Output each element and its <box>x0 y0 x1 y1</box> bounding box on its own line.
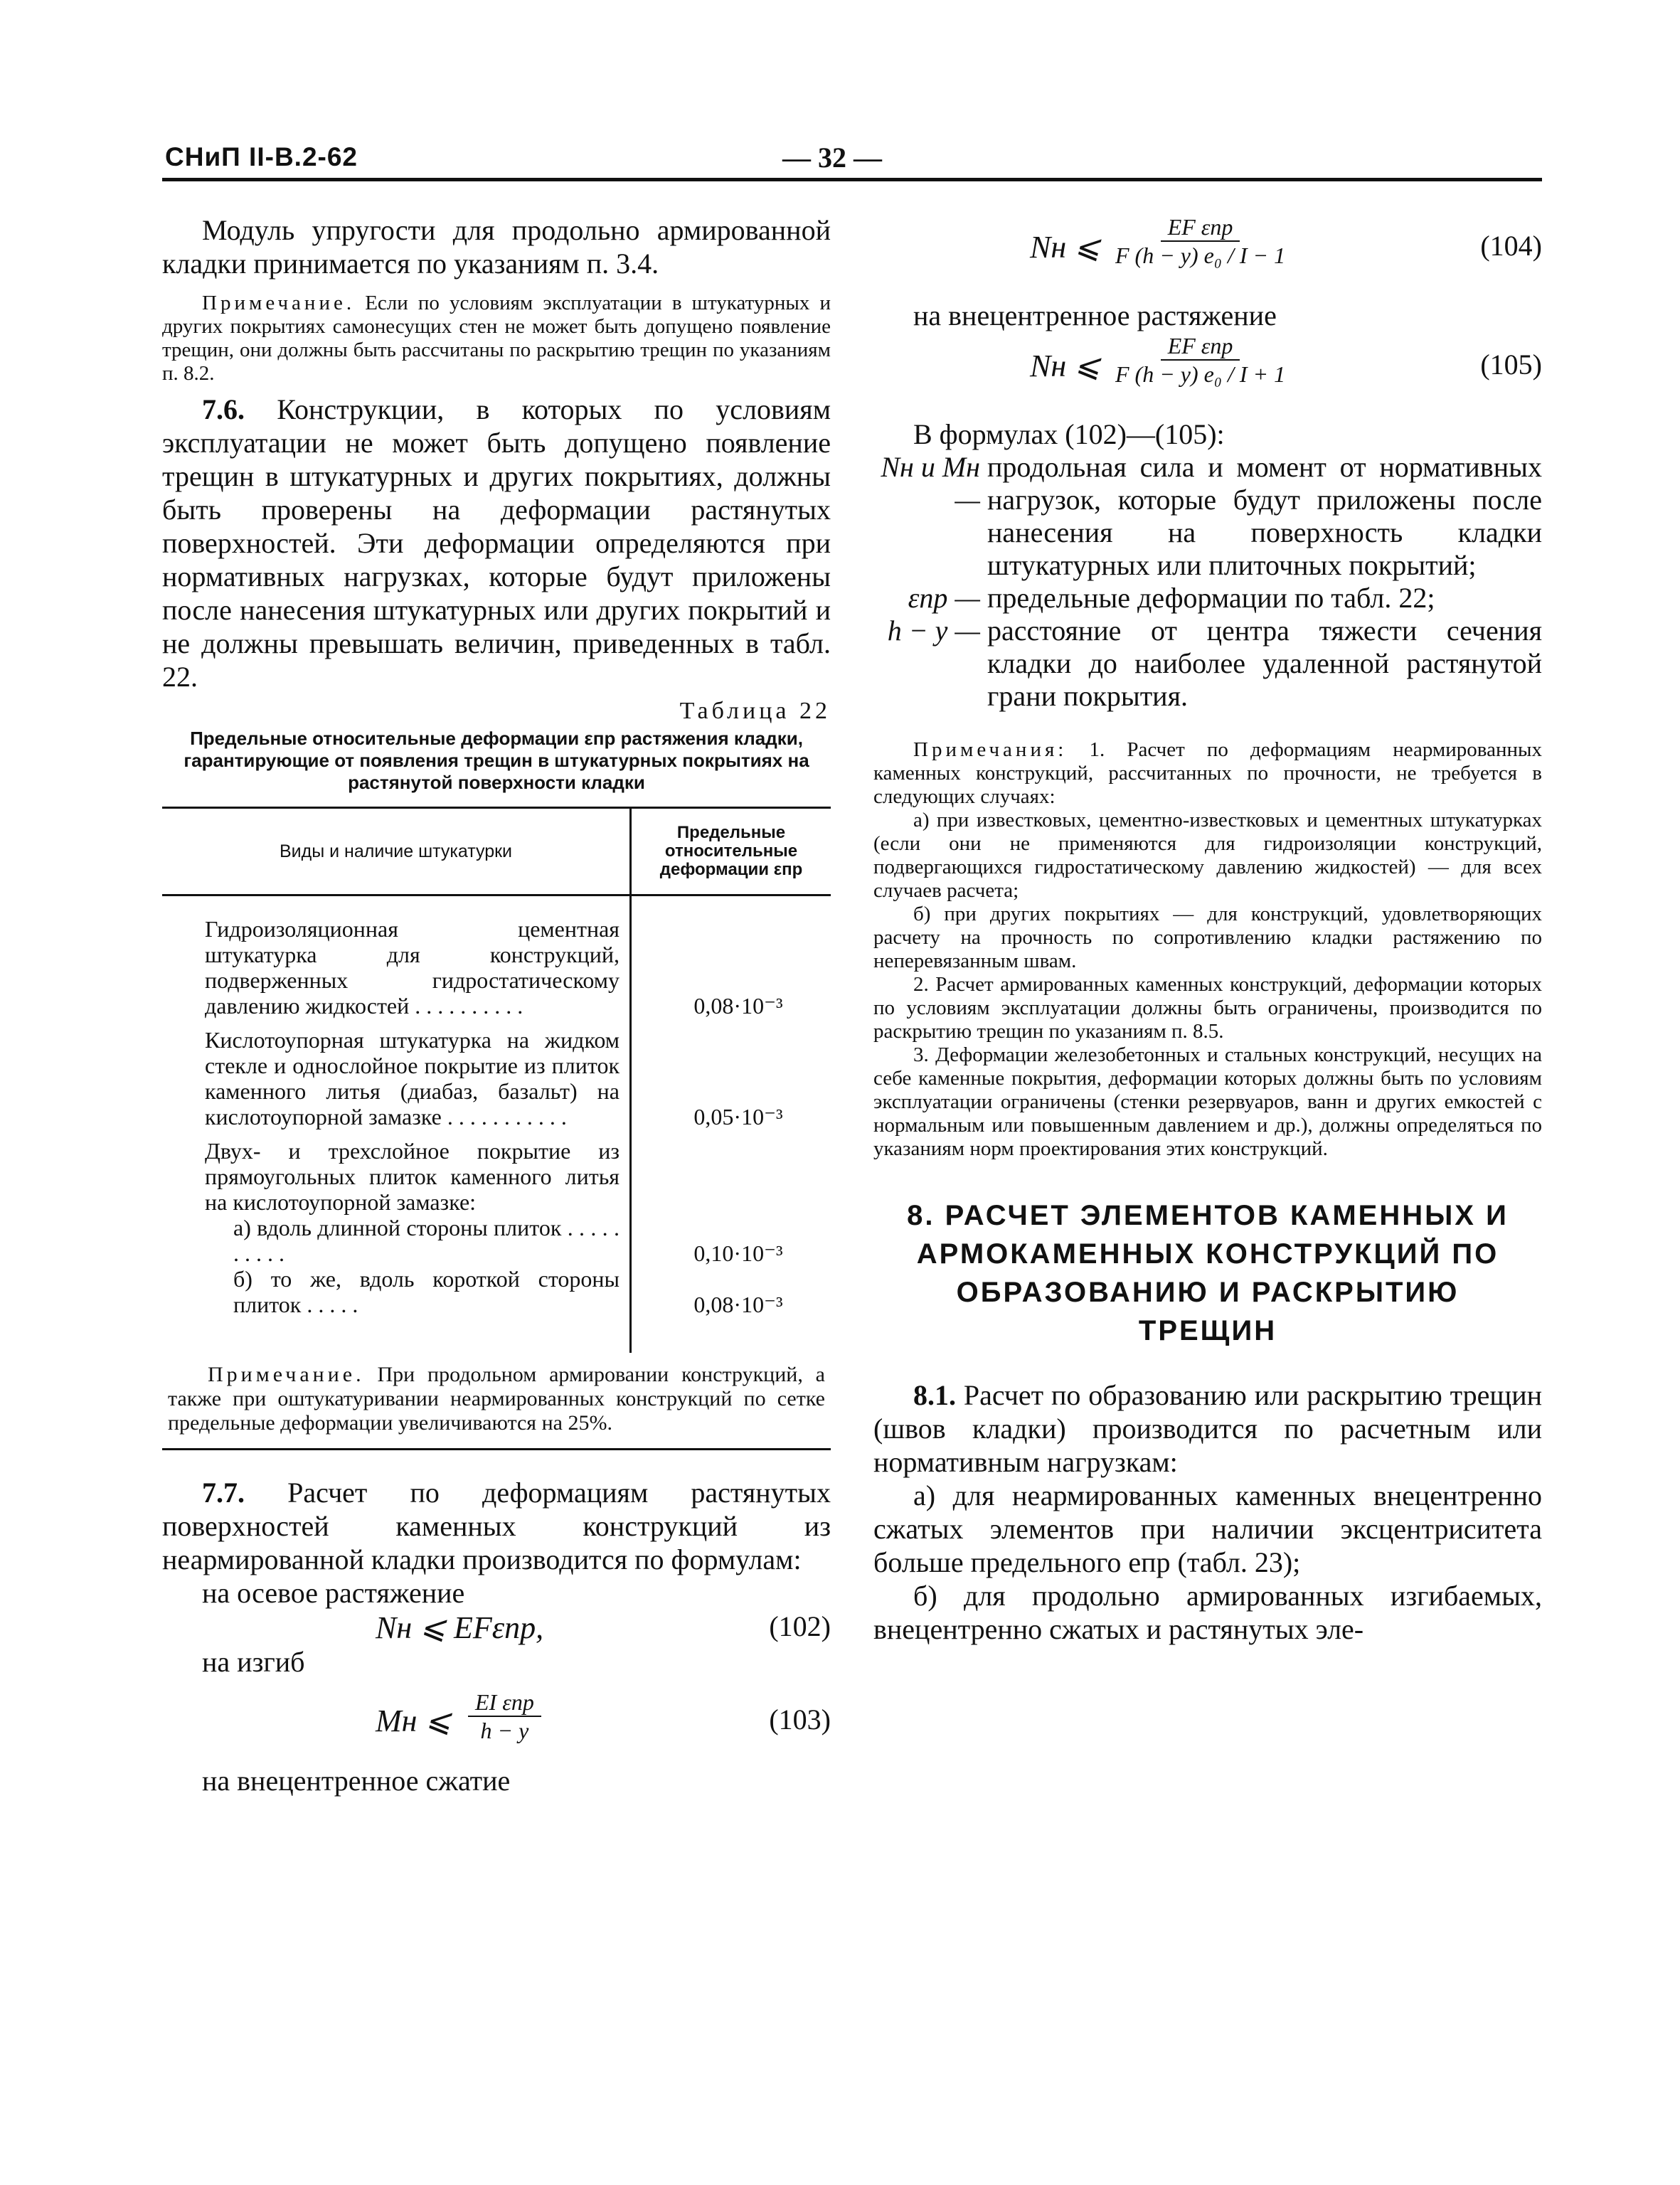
table-cell-value: 0,08·10⁻³ <box>631 1266 831 1317</box>
page-number: — 32 — <box>782 142 882 174</box>
formula-104 <box>873 213 1542 299</box>
formula-104-number: (104) <box>1480 230 1542 262</box>
notes-block <box>873 738 1542 1161</box>
table-cell-value: 0,08·10⁻³ <box>631 916 831 1019</box>
table-cell-value <box>631 1138 831 1215</box>
deformation-table <box>162 807 831 1450</box>
note-item: 2. Расчет армированных каменных конструкций, деформации которых по условиям эксплуатации должны быть ограничены, производится по раскрытию трещин по указаниям п. 8.5. <box>873 973 1542 1043</box>
table-cell-value: 0,10·10⁻³ <box>631 1215 831 1266</box>
axial-tension-label: на осевое растяжение <box>202 1577 465 1609</box>
paragraph-7-7-text: Расчет по деформациям растянутых поверхностей каменных конструкций из неармированной кладки производится по формулам: <box>162 1477 831 1575</box>
table-note <box>162 1353 831 1450</box>
table-row <box>162 1027 831 1129</box>
note-item: 3. Деформации железобетонных и стальных конструкций, несущих на себе каменные покрытия, деформации которых должны быть по условиям эксплуатации ограничены (стенки резервуаров, ванн и других емкостей с нормальным или повышенным давлением и др.), должны определяться по указаниям норм проектирования этих конструкций. <box>873 1043 1542 1160</box>
formula-103-number: (103) <box>769 1703 831 1735</box>
table-cell-type: Гидроизоляционная цементная штукатурка для конструкций, подверженных гидростатическому давлению жидкостей . . . . . . . . . . <box>205 916 620 1019</box>
formula-103-fraction <box>468 1689 541 1744</box>
table-header-type: Виды и наличие штукатурки <box>162 808 631 895</box>
paragraph-7-6 <box>162 393 831 693</box>
note-item: а) при известковых, цементно-известковых и цементных штукатурках (если они не применяются для гидроизоляции конструкций, подвергающихся гидростатическому давлению жидкостей) — для всех случаев расчета; <box>873 809 1542 902</box>
notes-label: Примечания: <box>913 738 1068 761</box>
paragraph-7-7 <box>162 1476 831 1576</box>
bending-label: на изгиб <box>202 1646 305 1678</box>
note-1-text: Если по условиям эксплуатации в штукатурных и других покрытиях самонесущих стен не может быть допущено появление трещин, они должны быть рассчитаны по раскрытию трещин по указаниям п. 8.2. <box>162 292 831 385</box>
formula-102-number: (102) <box>769 1610 831 1642</box>
table-cell-value: 0,05·10⁻³ <box>631 1027 831 1129</box>
table-note-text: При продольном армировании конструкций, а также при оштукатуривании неармированных конструкций по сетке предельные деформации увеличиваются на 25%. <box>168 1363 825 1435</box>
table-cell-type: б) то же, вдоль короткой стороны плиток . . . . . <box>233 1266 620 1317</box>
table-cell-type: Кислотоупорная штукатурка на жидком стекле и однослойное покрытие из плиток каменного литья (диабаз, базальт) на кислотоупорной замазке . . . . . . . . . . . <box>205 1027 620 1129</box>
table-note-label: Примечание. <box>208 1363 365 1386</box>
note-1 <box>162 292 831 386</box>
document-code: СНиП II-В.2-62 <box>165 142 358 171</box>
formula-103-denominator: h − y <box>480 1718 529 1743</box>
definition-value: предельные деформации по табл. 22; <box>987 582 1435 614</box>
formula-105-fraction <box>1115 332 1285 388</box>
paragraph-8-1 <box>873 1378 1542 1479</box>
note-item: б) при других покрытиях — для конструкций, удовлетворяющих расчету на прочность по сопротивлению кладки растяжению по неперевязанным швам. <box>873 903 1542 972</box>
table-cell-type: а) вдоль длинной стороны плиток . . . . . . . . . . <box>233 1215 620 1266</box>
table-title: Предельные относительные деформации εпр растяжения кладки, гарантирующие от появления трещин в штукатурных покрытиях на растянутой поверхности кладки <box>184 728 809 793</box>
table-row <box>162 916 831 1019</box>
table-row <box>162 1138 831 1215</box>
table-row <box>162 1215 831 1266</box>
formula-104-fraction <box>1115 213 1285 269</box>
table-row <box>162 1266 831 1317</box>
formula-104-lhs: Nн ⩽ <box>1030 230 1101 265</box>
definition-value: расстояние от центра тяжести сечения кладки до наиболее удаленной растянутой грани покрытия. <box>987 615 1542 712</box>
table-header-deformation: Предельные относительные деформации εпр <box>631 808 831 895</box>
note-item: 1. Расчет по деформациям неармированных каменных конструкций, рассчитанных по прочности, не требуется в следующих случаях: <box>873 738 1543 808</box>
section-heading: 8. РАСЧЕТ ЭЛЕМЕНТОВ КАМЕННЫХ И АРМОКАМЕННЫХ КОНСТРУКЦИЙ ПО ОБРАЗОВАНИЮ И РАСКРЫТИЮ ТРЕЩИН <box>907 1200 1509 1346</box>
formula-105-number: (105) <box>1480 349 1542 381</box>
definition-key: Nн и Mн — <box>881 451 980 516</box>
paragraph-8-1-b: б) для продольно армированных изгибаемых, внецентренно сжатых и растянутых эле- <box>873 1580 1542 1645</box>
formula-102 <box>162 1610 831 1645</box>
table-cell-type: Двух- и трехслойное покрытие из прямоугольных плиток каменного литья на кислотоупорной замазке: <box>205 1138 620 1215</box>
formulas-legend-intro: В формулах (102)—(105): <box>913 418 1225 450</box>
formula-103-lhs: Mн ⩽ <box>376 1703 452 1738</box>
definition-key: h − y — <box>887 615 980 647</box>
paragraph-8-1-number: 8.1. <box>913 1379 956 1411</box>
right-column <box>873 213 1542 1646</box>
note-1-label: Примечание. <box>202 292 356 314</box>
paragraph-8-1-text: Расчет по образованию или раскрытию трещин (швов кладки) производится по расчетным или нормативным нагрузкам: <box>873 1379 1543 1478</box>
formula-104-denominator: F (h − y) e₀ / I − 1 <box>1115 243 1286 268</box>
table-number: Таблица 22 <box>679 698 831 724</box>
definition-value: продольная сила и момент от нормативных нагрузок, которые будут приложены после нанесения на поверхность кладки штукатурных или плиточных покрытий; <box>987 451 1542 581</box>
left-column <box>162 213 831 1797</box>
eccentric-tension-label: на внецентренное растяжение <box>913 299 1277 331</box>
eccentric-compression-label: на внецентренное сжатие <box>202 1765 511 1797</box>
paragraph-modulus: Модуль упругости для продольно армированной кладки принимается по указаниям п. 3.4. <box>162 214 831 280</box>
formula-105-numerator: EF εпр <box>1161 332 1240 361</box>
formula-105 <box>873 332 1542 418</box>
definition-key: εпр — <box>908 582 980 614</box>
formula-definitions <box>873 451 1542 713</box>
formula-102-body: Nн ⩽ EFεпр, <box>376 1610 544 1645</box>
header-rule <box>162 178 1542 181</box>
formula-105-lhs: Nн ⩽ <box>1030 349 1101 383</box>
paragraph-7-7-number: 7.7. <box>202 1477 245 1509</box>
formula-104-numerator: EF εпр <box>1161 213 1240 242</box>
formula-105-denominator: F (h − y) e₀ / I + 1 <box>1115 361 1286 387</box>
formula-103-numerator: EI εпр <box>468 1689 541 1717</box>
paragraph-7-6-text: Конструкции, в которых по условиям эксплуатации не может быть допущено появление трещин в штукатурных и других покрытиях, должны быть проверены на деформации растянутых поверхностей. Эти деформации определяются при нормативных нагрузках, которые будут приложены после нанесения штукатурных или других покрытий и не должны превышать величин, приведенных в табл. 22. <box>162 393 831 693</box>
paragraph-8-1-a: а) для неармированных каменных внецентренно сжатых элементов при наличии эксцентриситета больше предельного eпр (табл. 23); <box>873 1479 1542 1578</box>
formula-103 <box>162 1686 831 1764</box>
paragraph-7-6-number: 7.6. <box>202 393 245 425</box>
